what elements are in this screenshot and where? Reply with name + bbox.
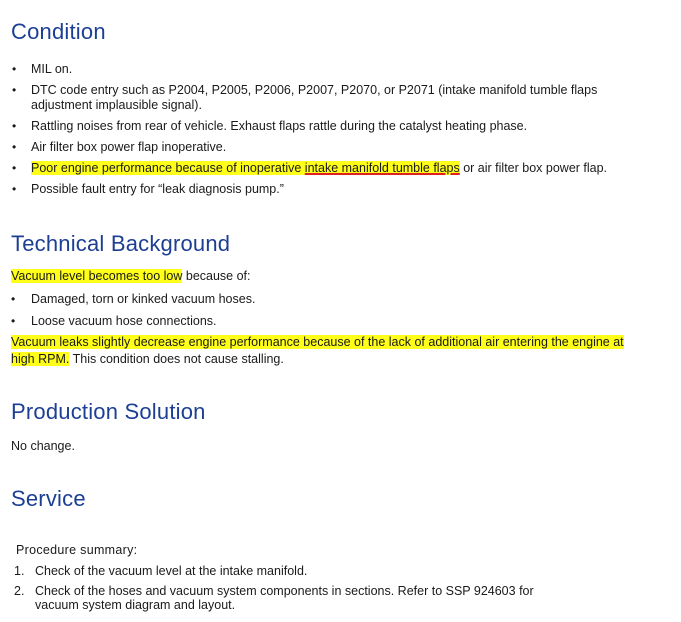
bullet-icon: • xyxy=(12,182,17,196)
list-item: 2. Check of the hoses and vacuum system components in sections. Refer to SSP 924603 for vacuum system diagram and layout. xyxy=(14,584,534,612)
list-item: • DTC code entry such as P2004, P2005, P2006, P2007, P2070, or P2071 (intake manifold tumble flaps adjustment implausible signal). xyxy=(12,83,598,112)
condition-heading: Condition xyxy=(11,19,106,44)
technical-intro: Vacuum level becomes too low because of: xyxy=(11,269,251,283)
bullet-icon: • xyxy=(11,314,16,328)
technical-paragraph: Vacuum leaks slightly decrease engine performance because of the lack of additional air entering the engine at high RPM. This condition does not cause stalling. xyxy=(11,335,624,366)
list-item: • Damaged, torn or kinked vacuum hoses. xyxy=(11,292,256,306)
procedure-summary-label: Procedure summary: xyxy=(16,543,138,557)
list-item: 1. Check of the vacuum level at the intake manifold. xyxy=(14,564,308,578)
bullet-icon: • xyxy=(12,161,17,175)
highlighted-text: Poor engine performance because of inoperative xyxy=(31,161,305,175)
list-item: • MIL on. xyxy=(12,62,73,76)
production-text: No change. xyxy=(11,439,75,453)
list-item: • Possible fault entry for “leak diagnosis pump.” xyxy=(12,182,284,196)
list-item: • Air filter box power flap inoperative. xyxy=(12,140,227,154)
bullet-icon: • xyxy=(12,83,17,97)
condition-list xyxy=(0,62,641,197)
list-item: • Loose vacuum hose connections. xyxy=(11,314,217,328)
list-item: • Poor engine performance because of inoperative intake manifold tumble flaps or air filter box power flap. xyxy=(12,161,608,175)
highlighted-text: Vacuum level becomes too low xyxy=(11,269,183,283)
technical-background-heading: Technical Background xyxy=(11,231,231,256)
highlighted-text: Vacuum leaks slightly decrease engine performance because of the lack of additional air entering the engine at xyxy=(11,335,624,349)
highlighted-text: high RPM. xyxy=(11,352,70,366)
technical-list xyxy=(0,292,255,329)
production-solution-heading: Production Solution xyxy=(11,399,206,424)
bullet-icon: • xyxy=(11,292,16,306)
list-item: • Rattling noises from rear of vehicle. Exhaust flaps rattle during the catalyst heating phase. xyxy=(12,119,528,133)
service-steps xyxy=(0,564,534,612)
bullet-icon: • xyxy=(12,62,17,76)
bullet-icon: • xyxy=(12,140,17,154)
bullet-icon: • xyxy=(12,119,17,133)
service-heading: Service xyxy=(11,486,86,511)
highlighted-underlined-text: intake manifold tumble flaps xyxy=(304,161,460,175)
